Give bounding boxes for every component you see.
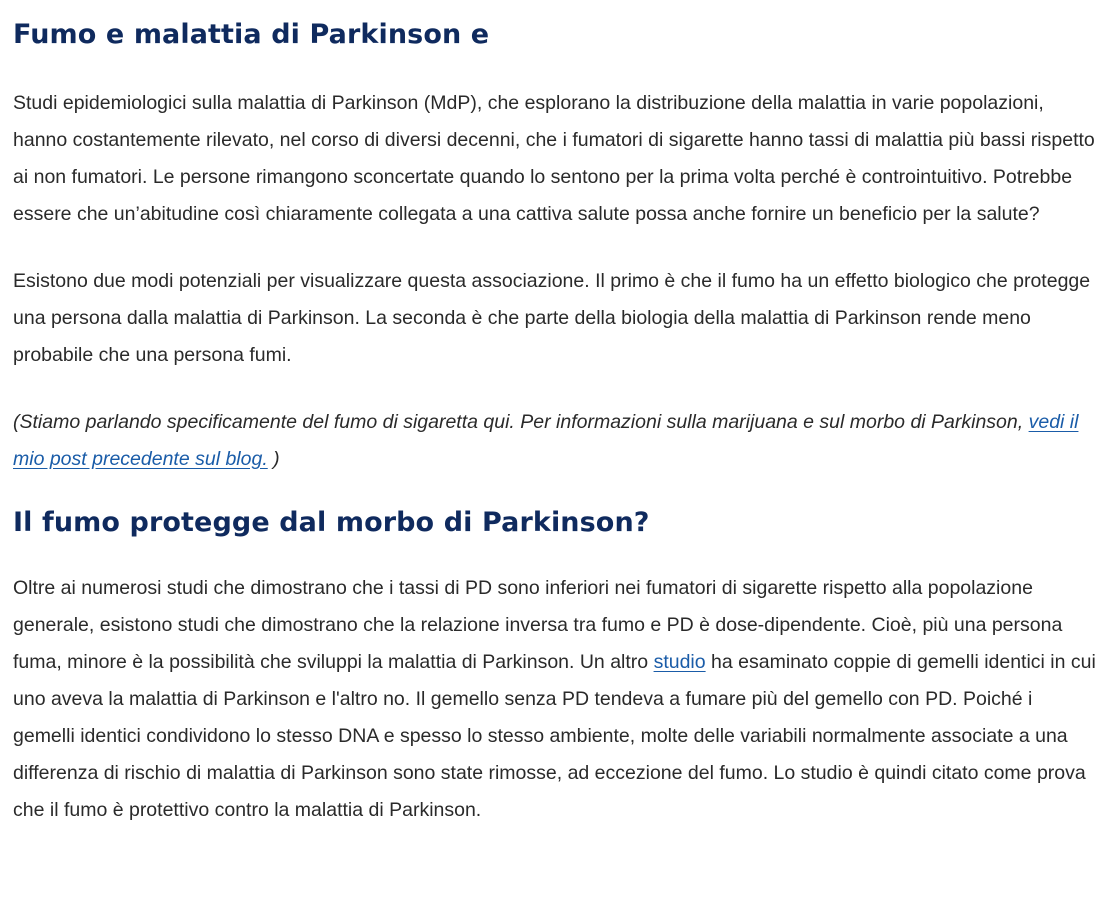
paragraph-note	[13, 404, 1096, 478]
study-link[interactable]: studio	[653, 651, 706, 673]
section-heading-smoking-parkinson: Fumo e malattia di Parkinson e	[13, 19, 490, 50]
paragraph-two-ways: Esistono due modi potenziali per visualizzare questa associazione. Il primo è che il fumo ha un effetto biologico che protegge una persona dalla malattia di Parkinson. La seconda è che parte della biologia della malattia di Parkinson rende meno probabile che una persona fumi.	[13, 270, 1091, 366]
studies-text-before: Oltre ai numerosi studi che dimostrano che i tassi di PD sono inferiori nei fumatori di sigarette rispetto alla popolazione generale, esistono studi che dimostrano che la relazione inversa tra fumo e PD è dose-dipendente. Cioè, più una persona fuma, minore è la possibilità che sviluppi la malattia di Parkinson. Un altro	[13, 577, 1063, 673]
note-text-after: )	[267, 448, 280, 470]
previous-blog-post-link[interactable]: vedi il mio post precedente sul blog.	[13, 411, 1079, 470]
paragraph-studies	[13, 570, 1096, 829]
note-text-before: (Stiamo parlando specificamente del fumo di sigaretta qui. Per informazioni sulla marijuana e sul morbo di Parkinson,	[13, 411, 1029, 433]
studies-text-after: ha esaminato coppie di gemelli identici in cui uno aveva la malattia di Parkinson e l'altro no. Il gemello senza PD tendeva a fumare più del gemello con PD. Poiché i gemelli identici condividono lo stesso DNA e spesso lo stesso ambiente, molte delle variabili normalmente associate a una differenza di rischio di malattia di Parkinson sono state rimosse, ad eccezione del fumo. Lo studio è quindi citato come prova che il fumo è protettivo contro la malattia di Parkinson.	[13, 651, 1096, 821]
section-heading-does-smoking-protect: Il fumo protegge dal morbo di Parkinson?	[13, 507, 650, 538]
paragraph-epidemiology: Studi epidemiologici sulla malattia di Parkinson (MdP), che esplorano la distribuzione della malattia in varie popolazioni, hanno costantemente rilevato, nel corso di diversi decenni, che i fumatori di sigarette hanno tassi di malattia più bassi rispetto ai non fumatori. Le persone rimangono sconcertate quando lo sentono per la prima volta perché è controintuitivo. Potrebbe essere che un’abitudine così chiaramente collegata a una cattiva salute possa anche fornire un beneficio per la salute?	[13, 92, 1095, 225]
